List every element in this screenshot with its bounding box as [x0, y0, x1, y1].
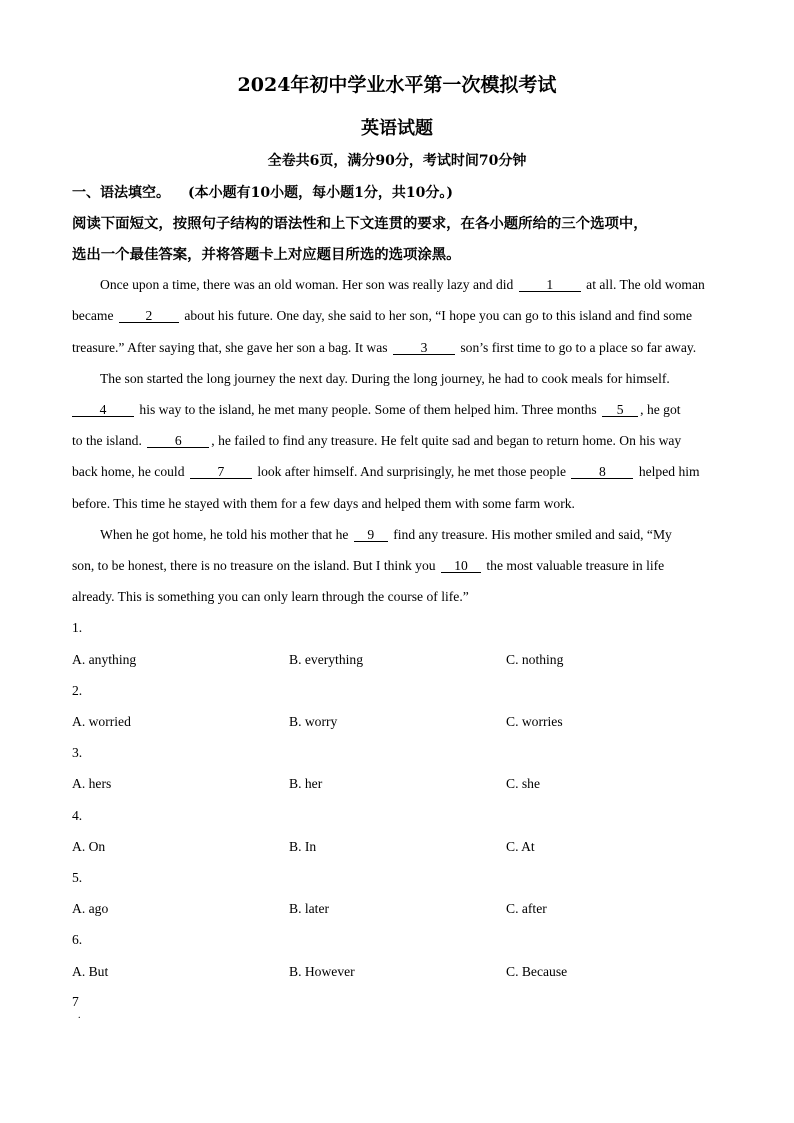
option-c[interactable]: C. nothing: [506, 652, 564, 667]
passage-text: back home, he could: [72, 464, 185, 479]
option-b[interactable]: B. In: [289, 839, 317, 854]
blank-3: 3: [393, 341, 455, 355]
section-note: (本小题有10小题，每小题1分，共10分。): [188, 185, 453, 201]
passage-text: treasure.” After saying that, she gave her son a bag. It was: [72, 340, 388, 355]
option-c[interactable]: C. she: [506, 776, 540, 791]
blank-9: 9: [354, 528, 388, 542]
passage-text: his way to the island, he met many people. Some of them helped him. Three months: [139, 402, 597, 417]
question-number: 5.: [72, 870, 83, 885]
option-a[interactable]: A. On: [72, 839, 106, 854]
passage-line: [100, 277, 705, 293]
passage-text: , he failed to find any treasure. He felt quite sad and began to return home. On his way: [211, 433, 682, 448]
option-a[interactable]: A. hers: [72, 776, 112, 791]
passage-text: son’s first time to go to a place so far away.: [460, 340, 697, 355]
option-c[interactable]: C. worries: [506, 714, 563, 729]
option-c[interactable]: C. after: [506, 901, 547, 916]
passage-text: the most valuable treasure in life: [486, 558, 665, 573]
option-a[interactable]: A. worried: [72, 714, 131, 729]
blank-8: 8: [571, 465, 633, 479]
passage-line: [72, 308, 692, 324]
passage-text: When he got home, he told his mother that he: [100, 527, 349, 542]
option-b[interactable]: B. later: [289, 901, 330, 916]
option-c[interactable]: C. At: [506, 839, 535, 854]
passage-line: [72, 340, 696, 356]
question-number: 4.: [72, 808, 83, 823]
option-b[interactable]: B. her: [289, 776, 323, 791]
question-number: 6.: [72, 932, 83, 947]
passage-line: [72, 464, 700, 480]
section-label: 一、语法填空。: [72, 185, 170, 201]
passage-line: [72, 402, 681, 418]
question-number: 1.: [72, 620, 83, 635]
passage-text: at all. The old woman: [586, 277, 705, 292]
blank-5: 5: [602, 403, 638, 417]
passage-text: find any treasure. His mother smiled and said, “My: [393, 527, 672, 542]
passage-text: , he got: [640, 402, 681, 417]
option-b[interactable]: B. worry: [289, 714, 338, 729]
passage-line: already. This is something you can only learn through the course of life.”: [72, 589, 469, 604]
passage-line: [72, 558, 664, 574]
blank-4: 4: [72, 403, 134, 417]
passage-text: about his future. One day, she said to her son, “I hope you can go to this island and find some: [184, 308, 692, 323]
blank-7: 7: [190, 465, 252, 479]
blank-10: 10: [441, 559, 481, 573]
question-number: 7: [72, 994, 79, 1009]
passage-text: Once upon a time, there was an old woman. Her son was really lazy and did: [100, 277, 514, 292]
option-a[interactable]: A. But: [72, 964, 109, 979]
passage-line: [100, 527, 672, 543]
instruction-line-1: 阅读下面短文，按照句子结构的语法性和上下文连贯的要求，在各小题所给的三个选项中，: [72, 215, 648, 232]
passage-line: [72, 433, 681, 449]
blank-2: 2: [119, 309, 179, 323]
passage-text: look after himself. And surprisingly, he met those people: [257, 464, 567, 479]
question-number: 3.: [72, 745, 83, 760]
blank-6: 6: [147, 434, 209, 448]
blank-1: 1: [519, 278, 581, 292]
passage-text: to the island.: [72, 433, 142, 448]
option-a[interactable]: A. ago: [72, 901, 109, 916]
passage-line: The son started the long journey the next day. During the long journey, he had to cook meals for himself.: [100, 371, 670, 386]
instruction-line-2: 选出一个最佳答案，并将答题卡上对应题目所选的选项涂黑。: [72, 246, 461, 263]
option-b[interactable]: B. everything: [289, 652, 363, 667]
stray-dot: .: [78, 1010, 81, 1021]
option-c[interactable]: C. Because: [506, 964, 568, 979]
exam-title: 2024年初中学业水平第一次模拟考试: [237, 74, 557, 96]
exam-info: 全卷共6页，满分90分，考试时间70分钟: [267, 153, 527, 169]
passage-text: helped him: [638, 464, 700, 479]
question-number: 2.: [72, 683, 83, 698]
section-heading: [72, 182, 453, 202]
passage-text: became: [72, 308, 114, 323]
subject-title: 英语试题: [361, 118, 433, 139]
passage-line: before. This time he stayed with them for a few days and helped them with some farm work.: [72, 496, 575, 511]
option-b[interactable]: B. However: [289, 964, 355, 979]
passage-text: son, to be honest, there is no treasure on the island. But I think you: [72, 558, 436, 573]
option-a[interactable]: A. anything: [72, 652, 137, 667]
